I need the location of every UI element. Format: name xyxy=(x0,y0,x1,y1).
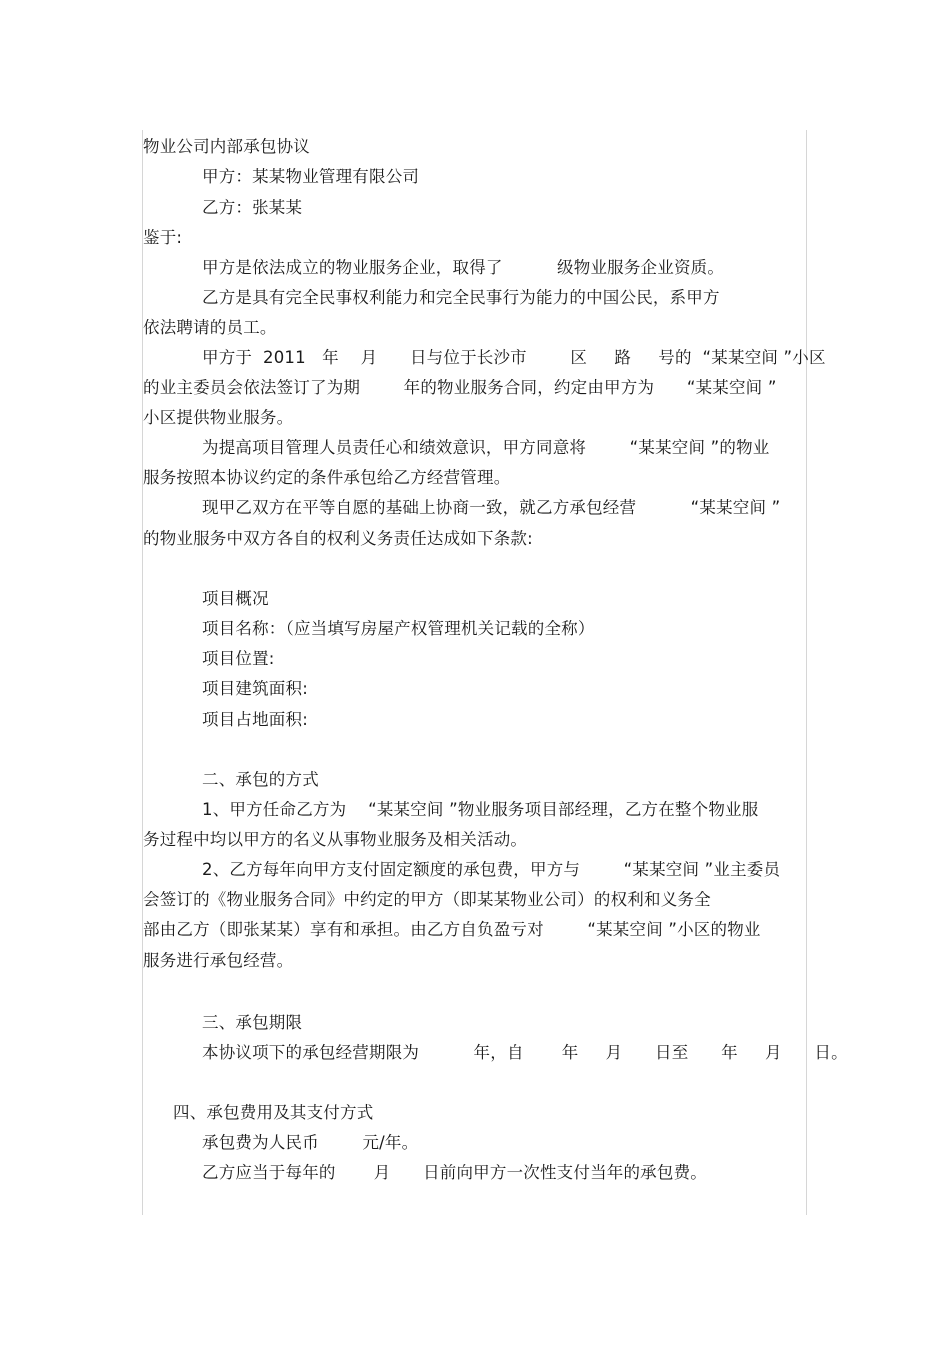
whereas-label: 鉴于: xyxy=(143,228,183,247)
section3-text: 本协议项下的承包经营期限为 年，自 年 月 日至 年 月 日。 xyxy=(202,1043,848,1062)
section2-line: 部由乙方（即张某某）享有和承担。由乙方自负盈亏对 “某某空间 ”小区的物业 xyxy=(143,920,761,939)
document-title: 物业公司内部承包协议 xyxy=(143,137,310,156)
section2-line: 服务进行承包经营。 xyxy=(143,951,294,970)
intro-line: 服务按照本协议约定的条件承包给乙方经营管理。 xyxy=(143,468,511,487)
section1-item: 项目位置: xyxy=(202,649,275,668)
intro-line: 为提高项目管理人员责任心和绩效意识，甲方同意将 “某某空间 ”的物业 xyxy=(202,438,770,457)
section2-line: 1、甲方任命乙方为 “某某空间 ”物业服务项目部经理，乙方在整个物业服 xyxy=(202,800,759,819)
intro-line: 依法聘请的员工。 xyxy=(143,318,277,337)
intro-line: 乙方是具有完全民事权利能力和完全民事行为能力的中国公民，系甲方 xyxy=(202,288,720,307)
intro-line: 的物业服务中双方各自的权利义务责任达成如下条款: xyxy=(143,529,533,548)
section1-item: 项目名称：（应当填写房屋产权管理机关记载的全称） xyxy=(202,619,595,638)
section4-heading: 四、承包费用及其支付方式 xyxy=(173,1103,374,1122)
page-frame-left xyxy=(142,130,143,1215)
section1-heading: 项目概况 xyxy=(202,589,269,608)
section3-heading: 三、承包期限 xyxy=(202,1013,303,1032)
intro-line: 甲方于 2011 年 月 日与位于长沙市 区 路 号的 “某某空间 ”小区 xyxy=(202,348,826,367)
intro-line: 小区提供物业服务。 xyxy=(143,408,294,427)
intro-line: 甲方是依法成立的物业服务企业，取得了 级物业服务企业资质。 xyxy=(202,258,725,277)
section1-item: 项目建筑面积: xyxy=(202,679,308,698)
section2-line: 会签订的《物业服务合同》中约定的甲方（即某某物业公司）的权利和义务全 xyxy=(143,890,711,909)
section2-heading: 二、承包的方式 xyxy=(202,770,319,789)
section2-line: 务过程中均以甲方的名义从事物业服务及相关活动。 xyxy=(143,830,528,849)
section4-line: 承包费为人民币 元/年。 xyxy=(202,1133,419,1152)
party-b: 乙方：张某某 xyxy=(202,198,303,217)
section2-line: 2、乙方每年向甲方支付固定额度的承包费，甲方与 “某某空间 ”业主委员 xyxy=(202,860,781,879)
party-a: 甲方：某某物业管理有限公司 xyxy=(202,167,420,186)
intro-line: 的业主委员会依法签订了为期 年的物业服务合同，约定由甲方为 “某某空间 ” xyxy=(143,378,777,397)
section4-line: 乙方应当于每年的 月 日前向甲方一次性支付当年的承包费。 xyxy=(202,1163,707,1182)
section1-item: 项目占地面积: xyxy=(202,710,308,729)
intro-line: 现甲乙双方在平等自愿的基础上协商一致，就乙方承包经营 “某某空间 ” xyxy=(202,498,781,517)
